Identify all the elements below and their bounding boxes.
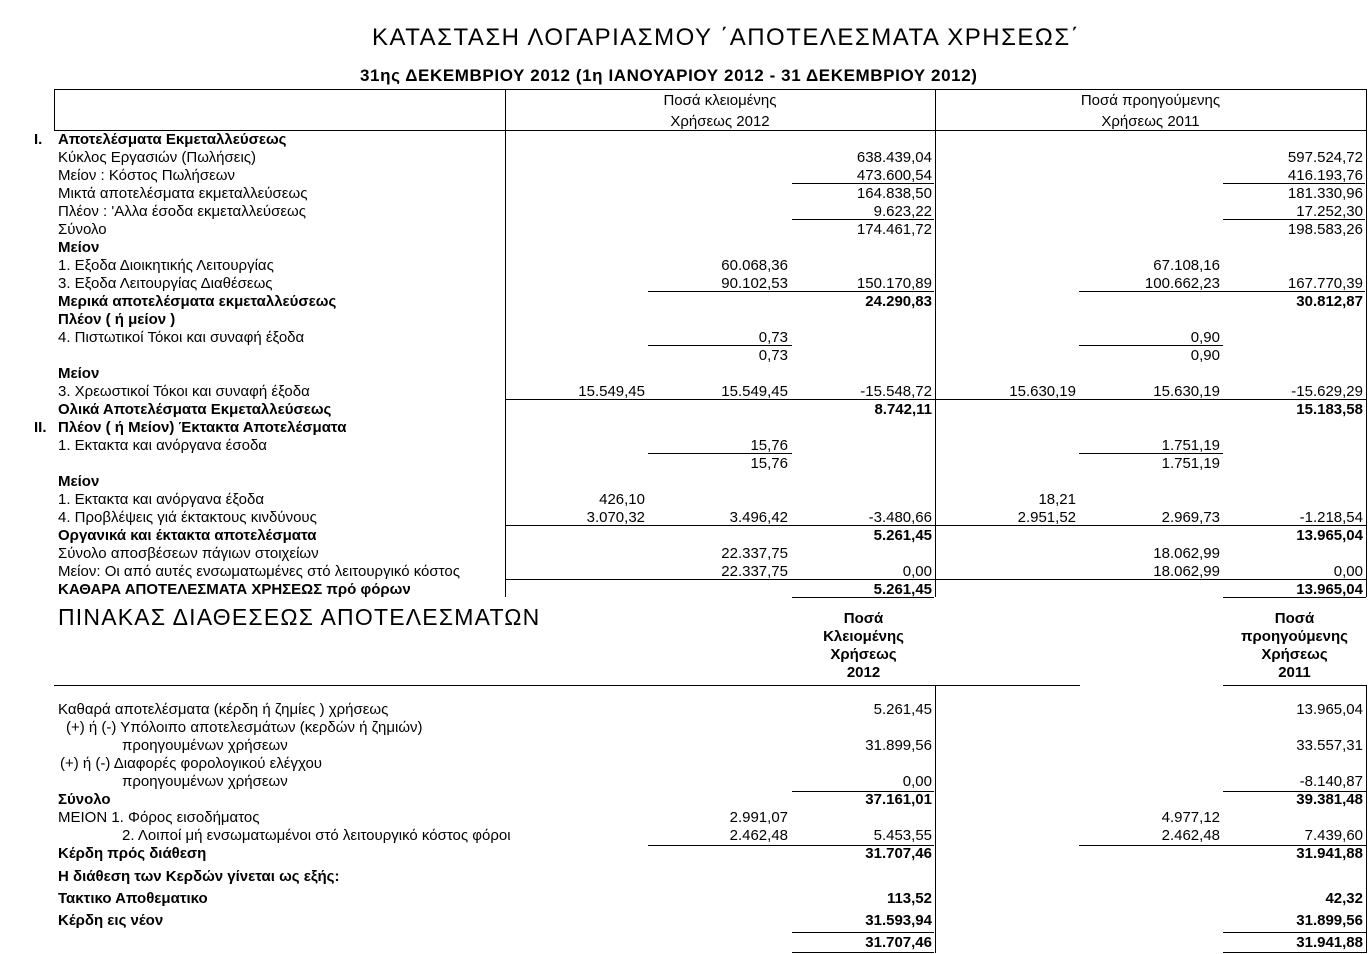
distribution-amount-c: 0,00 (902, 773, 932, 790)
amount-a: 15.549,45 (578, 383, 645, 400)
distribution-row-label: Κέρδη πρός διάθεση (58, 845, 207, 862)
row-label: 4. Πιστωτικοί Τόκοι και συναφή έξοδα (58, 329, 305, 346)
amount-e: 18.062,99 (1153, 545, 1220, 562)
amount-c: -15.548,72 (860, 383, 932, 400)
distribution-amount-c: 37.161,01 (865, 791, 932, 808)
distribution-row-label: (+) ή (-) Υπόλοιπο αποτελεσμάτων (κερδών ή ζημιών) (66, 719, 423, 736)
distribution-row-label: Η διάθεση των Κερδών γίνεται ως εξής: (58, 868, 340, 885)
row-label: Οργανικά και έκτακτα αποτελέσματα (58, 527, 317, 544)
row-label: Μείον (58, 473, 100, 490)
rule (792, 183, 934, 184)
table-top-border (54, 89, 1366, 90)
amount-b: 15,76 (750, 455, 788, 472)
distribution-row-label: Κέρδη εις νέον (58, 912, 164, 929)
current-year-column-header: Κλειομένης (823, 628, 904, 645)
amount-f: -1.218,54 (1299, 509, 1363, 526)
row-label: Μείον (58, 239, 100, 256)
current-year-column-header: 2012 (846, 664, 881, 681)
row-label: 4. Προβλέψεις γιά έκτακτους κινδύνους (58, 509, 317, 526)
rule (792, 597, 934, 598)
distribution-amount-f: 31.941,88 (1296, 934, 1363, 951)
previous-year-header-line1: Ποσά προηγούμενης (1080, 92, 1221, 109)
rule (1223, 952, 1366, 953)
amount-e: 1.751,19 (1161, 437, 1220, 454)
rule (505, 579, 1366, 580)
row-label: 1. Εκτακτα και ανόργανα έξοδα (58, 491, 265, 508)
distribution-row-label: προηγουμένων χρήσεων (122, 773, 288, 790)
amount-b: 22.337,75 (721, 563, 788, 580)
amount-c: 0,00 (902, 563, 932, 580)
amount-c: 24.290,83 (865, 293, 932, 310)
amount-e: 1.751,19 (1161, 455, 1220, 472)
row-label: Πλέον ( ή μείον ) (58, 311, 176, 328)
rule (1223, 219, 1365, 220)
distribution-amount-c: 31.707,46 (865, 934, 932, 951)
amount-f: 597.524,72 (1287, 149, 1363, 166)
distribution-amount-f: 33.557,31 (1296, 737, 1363, 754)
distribution-amount-d: 2.462,48 (1161, 827, 1220, 844)
amount-d: 2.951,52 (1017, 509, 1076, 526)
rule (648, 845, 934, 846)
current-year-column-header: Ποσά (843, 610, 884, 627)
distribution-title: ΠΙΝΑΚΑΣ ΔΙΑΘΕΣΕΩΣ ΑΠΟΤΕΛΕΣΜΑΤΩΝ (58, 604, 541, 630)
amount-f: 17.252,30 (1296, 203, 1363, 220)
amount-f: 30.812,87 (1296, 293, 1363, 310)
rule (792, 791, 934, 792)
amount-c: 638.439,04 (856, 149, 932, 166)
rule (1223, 597, 1366, 598)
distribution-amount-f: 39.381,48 (1296, 791, 1363, 808)
distribution-row-label: Καθαρά αποτελέσματα (κέρδη ή ζημίες ) χρήσεως (58, 701, 389, 718)
amount-b: 15.549,45 (721, 383, 788, 400)
amount-b: 0,73 (758, 329, 788, 346)
rule (1223, 932, 1366, 933)
distribution-amount-f: -8.140,87 (1299, 773, 1363, 790)
rule (1079, 345, 1223, 346)
rule (648, 453, 792, 454)
distribution-amount-c: 113,52 (886, 890, 932, 907)
distribution-amount-f: 13.965,04 (1296, 701, 1363, 718)
amount-b: 3.496,42 (729, 509, 788, 526)
amount-f: 198.583,26 (1287, 221, 1363, 238)
previous-year-column-header: 2011 (1278, 664, 1311, 681)
rule (648, 345, 792, 346)
amount-c: 9.623,22 (873, 203, 932, 220)
amount-f: 416.193,76 (1287, 167, 1363, 184)
amount-c: -3.480,66 (868, 509, 932, 526)
distribution-column-divider (935, 685, 936, 953)
document-subtitle: 31ης ΔΕΚΕΜΒΡΙΟΥ 2012 (1η ΙΑΝΟΥΑΡΙΟΥ 2012 - 31 ΔΕΚΕΜΒΡΙΟΥ 2012) (360, 66, 978, 85)
row-label: 1. Εξοδα Διοικητικής Λειτουργίας (58, 257, 274, 274)
amount-a: 3.070,32 (586, 509, 645, 526)
amount-a: 426,10 (599, 491, 645, 508)
previous-year-header-line2: Χρήσεως 2011 (1101, 113, 1200, 130)
amount-f: 167.770,39 (1287, 275, 1363, 292)
rule (1079, 453, 1223, 454)
distribution-amount-a: 2.462,48 (729, 827, 788, 844)
row-label: Πλέον ( ή Μείον) Έκτακτα Αποτελέσματα (58, 419, 347, 436)
row-label: 1. Εκτακτα και ανόργανα έσοδα (58, 437, 267, 454)
distribution-header-rule (54, 685, 1080, 686)
distribution-row-label: Σύνολο (58, 791, 111, 808)
amount-f: 181.330,96 (1287, 185, 1363, 202)
row-label: Κύκλος Εργασιών (Πωλήσεις) (58, 149, 256, 166)
amount-e: 0,90 (1190, 347, 1220, 364)
amount-f: 13.965,04 (1296, 581, 1363, 598)
amount-e: 0,90 (1190, 329, 1220, 346)
table-left-border (54, 89, 55, 131)
amount-e: 100.662,23 (1144, 275, 1220, 292)
distribution-amount-c: 5.453,55 (873, 827, 932, 844)
previous-year-column-header: Χρήσεως (1261, 646, 1328, 663)
distribution-amount-c: 31.593,94 (865, 912, 932, 929)
row-label: Αποτελέσματα Εκμεταλλεύσεως (58, 131, 287, 148)
distribution-amount-c: 5.261,45 (873, 701, 932, 718)
amount-f: -15.629,29 (1291, 383, 1363, 400)
distribution-row-label: προηγουμένων χρήσεων (122, 737, 288, 754)
rule (792, 219, 934, 220)
row-label: Σύνολο αποσβέσεων πάγιων στοιχείων (58, 545, 319, 562)
row-label: Μερικά αποτελέσματα εκμεταλλεύσεως (58, 293, 337, 310)
distribution-amount-c: 31.899,56 (865, 737, 932, 754)
distribution-row-label: Τακτικο Αποθεματικο (58, 890, 208, 907)
section-number: I. (34, 131, 43, 148)
amount-b: 90.102,53 (721, 275, 788, 292)
rule (1079, 845, 1366, 846)
amount-f: 15.183,58 (1296, 401, 1363, 418)
rule (1223, 183, 1365, 184)
amount-f: 13.965,04 (1296, 527, 1363, 544)
distribution-amount-f: 42,32 (1325, 890, 1363, 907)
rule (505, 525, 1366, 526)
distribution-row-label: (+) ή (-) Διαφορές φορολογικού ελέγχου (60, 755, 322, 772)
previous-year-column-header: προηγούμενης (1241, 628, 1348, 645)
distribution-amount-c: 31.707,46 (865, 845, 932, 862)
amount-e: 18.062,99 (1153, 563, 1220, 580)
row-label: Μείον: Οι από αυτές ενσωματωμένες στό λειτουργικό κόστος (58, 563, 460, 580)
current-year-header-line2: Χρήσεως 2012 (670, 113, 770, 130)
amount-c: 164.838,50 (856, 185, 932, 202)
rule (1223, 791, 1366, 792)
rule (648, 291, 934, 292)
amount-c: 5.261,45 (873, 527, 932, 544)
current-year-header-line1: Ποσά κλειομένης (663, 92, 777, 109)
row-label: 3. Εξοδα Λειτουργίας Διαθέσεως (58, 275, 273, 292)
amount-e: 2.969,73 (1161, 509, 1220, 526)
rule (1079, 291, 1365, 292)
distribution-amount-f: 7.439,60 (1304, 827, 1363, 844)
amount-b: 22.337,75 (721, 545, 788, 562)
amount-e: 15.630,19 (1153, 383, 1220, 400)
row-label: Ολικά Αποτελέσματα Εκμεταλλεύσεως (58, 401, 332, 418)
amount-c: 473.600,54 (856, 167, 932, 184)
distribution-header-rule (1223, 685, 1366, 686)
rule (792, 932, 934, 933)
distribution-right-border (1366, 685, 1367, 953)
distribution-amount-d: 4.977,12 (1161, 809, 1220, 826)
amount-d: 15.630,19 (1009, 383, 1076, 400)
row-label: 3. Χρεωστικοί Τόκοι και συναφή έξοδα (58, 383, 310, 400)
row-label: Σύνολο (58, 221, 107, 238)
rule (505, 399, 1366, 400)
row-label: Πλέον : 'Αλλα έσοδα εκμεταλλεύσεως (58, 203, 306, 220)
rule (792, 952, 934, 953)
distribution-amount-f: 31.899,56 (1296, 912, 1363, 929)
row-label: Μείον : Κόστος Πωλήσεων (58, 167, 235, 184)
amount-d: 18,21 (1038, 491, 1076, 508)
amount-e: 67.108,16 (1153, 257, 1220, 274)
amount-c: 174.461,72 (856, 221, 932, 238)
amount-b: 15,76 (750, 437, 788, 454)
row-label: ΚΑΘΑΡΑ ΑΠΟΤΕΛΕΣΜΑΤΑ ΧΡΗΣΕΩΣ πρό φόρων (58, 581, 411, 598)
row-label: Μικτά αποτελέσματα εκμεταλλεύσεως (58, 185, 308, 202)
distribution-row-label: 2. Λοιποί μή ενσωματωμένοι στό λειτουργικό κόστος φόροι (122, 827, 511, 844)
distribution-row-label: ΜΕΙΟΝ 1. Φόρος εισοδήματος (58, 809, 260, 826)
table-right-border (1366, 89, 1367, 597)
row-label: Μείον (58, 365, 100, 382)
amount-b: 0,73 (758, 347, 788, 364)
amount-c: 150.170,89 (856, 275, 932, 292)
previous-year-column-header: Ποσά (1274, 610, 1315, 627)
distribution-amount-a: 2.991,07 (729, 809, 788, 826)
document-title: ΚΑΤΑΣΤΑΣΗ ΛΟΓΑΡΙΑΣΜΟΥ ΄ΑΠΟΤΕΛΕΣΜΑΤΑ ΧΡΗΣΕΩΣ΄ (372, 24, 1081, 51)
amount-c: 5.261,45 (873, 581, 932, 598)
current-year-column-header: Χρήσεως (830, 646, 897, 663)
distribution-amount-f: 31.941,88 (1296, 845, 1363, 862)
amount-f: 0,00 (1333, 563, 1363, 580)
amount-b: 60.068,36 (721, 257, 788, 274)
amount-c: 8.742,11 (874, 401, 932, 418)
section-number: II. (34, 419, 47, 436)
